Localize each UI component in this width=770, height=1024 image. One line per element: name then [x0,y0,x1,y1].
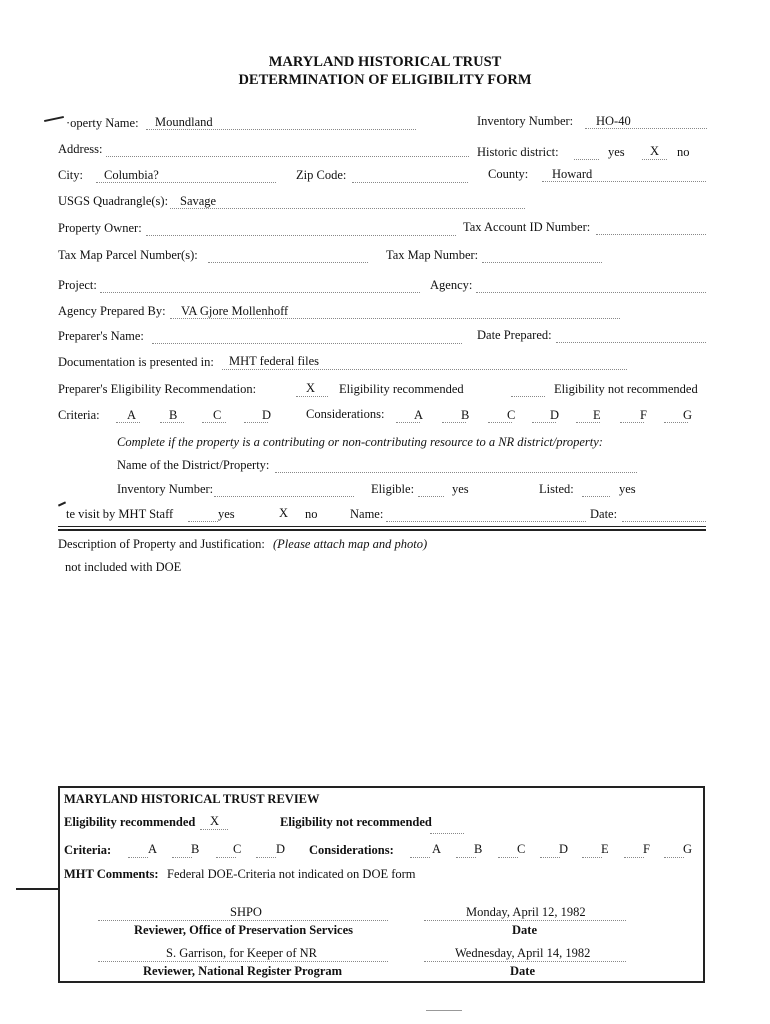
mht-comments-label: MHT Comments: [64,867,159,881]
agency-prepared-by-label: Agency Prepared By: [58,304,166,318]
tax-map-label: Tax Map Number: [386,248,479,262]
site-visit-name-label: Name: [350,507,384,521]
review-criteria-a-blank[interactable] [128,857,148,858]
site-visit-yes-blank[interactable] [188,521,218,522]
site-visit-label: te visit by MHT Staff [66,507,174,521]
review-not-recommended-blank[interactable] [430,833,464,834]
date2-label: Date [510,964,535,978]
agency-label: Agency: [430,278,473,292]
property-owner-label: Property Owner: [58,221,142,235]
county-label: County: [488,167,529,181]
district-name-field[interactable] [275,472,637,473]
review-criteria-a: A [148,842,158,856]
documentation-value: MHT federal files [229,354,320,368]
usgs-quadrangle-value: Savage [180,194,217,208]
form-title-line2: DETERMINATION OF ELIGIBILITY FORM [238,72,532,88]
site-visit-name-field[interactable] [386,521,586,522]
eligibility-not-recommended-blank[interactable] [511,396,545,397]
considerations-g-blank[interactable] [664,422,688,423]
review-considerations-d: D [559,842,569,856]
eligibility-recommended-blank[interactable] [296,396,328,397]
review-considerations-e-blank[interactable] [582,857,602,858]
review-criteria-b-blank[interactable] [172,857,192,858]
eligibility-not-recommended-label: Eligibility not recommended [554,382,698,396]
recommendation-mark[interactable]: X [306,381,316,395]
eligible-yes: yes [452,482,469,496]
agency-prepared-by-field[interactable] [170,318,620,319]
review-criteria-d-blank[interactable] [256,857,276,858]
property-owner-field[interactable] [146,235,456,236]
considerations-a-blank[interactable] [396,422,420,423]
scan-mark [44,116,64,122]
complete-note: Complete if the property is a contributing or non-contributing resource to a NR district/property: [117,435,603,449]
criteria-d-blank[interactable] [244,422,268,423]
tax-account-label: Tax Account ID Number: [463,220,591,234]
historic-district-no-blank[interactable] [642,159,667,160]
historic-district-mark[interactable]: X [650,144,660,158]
considerations-f-blank[interactable] [620,422,644,423]
review-considerations-c-blank[interactable] [498,857,518,858]
documentation-label: Documentation is presented in: [58,355,214,369]
eligible-label: Eligible: [371,482,415,496]
historic-district-yes: yes [608,145,625,159]
form-title-line1: MARYLAND HISTORICAL TRUST [268,54,502,70]
criteria-a: A [127,408,137,422]
zip-code-field[interactable] [352,182,468,183]
date1-label: Date [512,923,537,937]
date2-line[interactable] [424,961,626,962]
review-considerations-g-blank[interactable] [664,857,684,858]
review-considerations-a: A [432,842,442,856]
inventory-number2-label: Inventory Number: [117,482,214,496]
reviewer2-signature-line[interactable] [98,961,388,962]
address-field[interactable] [106,156,469,157]
review-considerations-label: Considerations: [309,843,394,857]
considerations-g: G [683,408,693,422]
review-eligibility-not-recommended-label: Eligibility not recommended [280,815,432,829]
review-criteria-d: D [276,842,286,856]
date-prepared-field[interactable] [556,342,706,343]
review-considerations-f-blank[interactable] [624,857,644,858]
review-criteria-c: C [233,842,242,856]
listed-yes: yes [619,482,636,496]
reviewer2-label: Reviewer, National Register Program [143,964,343,978]
tax-map-field[interactable] [482,262,602,263]
eligibility-recommended-label: Eligibility recommended [339,382,464,396]
criteria-c: C [213,408,222,422]
review-eligibility-recommended-label: Eligibility recommended [64,815,196,829]
date2-value: Wednesday, April 14, 1982 [455,946,591,960]
review-considerations-f: F [643,842,650,856]
date1-line[interactable] [424,920,626,921]
divider-rule-thick [58,529,706,531]
property-name-value: Moundland [155,115,213,129]
property-name-field[interactable] [146,129,416,130]
zip-code-label: Zip Code: [296,168,347,182]
preparer-name-label: Preparer's Name: [58,329,144,343]
site-visit-date-field[interactable] [622,521,706,522]
site-visit-mark[interactable]: X [279,506,289,520]
historic-district-label: Historic district: [477,145,559,159]
agency-prepared-by-value: VA Gjore Mollenhoff [181,304,289,318]
county-field[interactable] [542,181,706,182]
criteria-b-blank[interactable] [160,422,184,423]
eligible-blank[interactable] [418,496,444,497]
reviewer1-value: SHPO [230,905,262,919]
review-heading: MARYLAND HISTORICAL TRUST REVIEW [64,792,320,806]
preparer-name-field[interactable] [152,343,462,344]
review-criteria-label: Criteria: [64,843,112,857]
description-value: not included with DOE [65,560,182,574]
tax-parcel-label: Tax Map Parcel Number(s): [58,248,198,262]
tax-parcel-field[interactable] [208,262,368,263]
considerations-b-blank[interactable] [442,422,466,423]
review-eligibility-recommended-blank[interactable] [200,829,228,830]
considerations-e-blank[interactable] [576,422,600,423]
project-label: Project: [58,278,97,292]
review-eligibility-mark[interactable]: X [210,814,220,828]
site-visit-yes: yes [218,507,235,521]
review-considerations-c: C [517,842,526,856]
mht-comments-value: Federal DOE-Criteria not indicated on DOE form [167,867,416,881]
criteria-label: Criteria: [58,408,100,422]
listed-blank[interactable] [582,496,610,497]
review-considerations-d-blank[interactable] [540,857,560,858]
district-name-label: Name of the District/Property: [117,458,270,472]
tax-account-field[interactable] [596,234,706,235]
site-visit-no: no [305,507,318,521]
criteria-c-blank[interactable] [202,422,226,423]
date-prepared-label: Date Prepared: [477,328,552,342]
description-label: Description of Property and Justification: [58,537,265,551]
criteria-b: B [169,408,178,422]
considerations-d-blank[interactable] [532,422,556,423]
description-note: (Please attach map and photo) [273,537,428,551]
project-field[interactable] [100,292,420,293]
usgs-quadrangle-field[interactable] [170,208,525,209]
considerations-e: E [593,408,601,422]
divider-rule [58,526,706,527]
inventory-number-value: HO-40 [596,114,631,128]
property-name-label: ·operty Name: [66,116,139,130]
scan-mark-3 [16,888,60,890]
city-label: City: [58,168,84,182]
review-criteria-b: B [191,842,200,856]
review-considerations-e: E [601,842,609,856]
inventory-number-field[interactable] [585,128,707,129]
site-visit-date-label: Date: [590,507,618,521]
criteria-d: D [262,408,272,422]
considerations-b: B [461,408,470,422]
inventory-number-label: Inventory Number: [477,114,574,128]
historic-district-no: no [677,145,690,159]
scan-mark-2 [58,501,66,506]
considerations-label: Considerations: [306,407,385,421]
reviewer1-signature-line[interactable] [98,920,388,921]
review-considerations-b-blank[interactable] [456,857,476,858]
address-label: Address: [58,142,103,156]
review-criteria-c-blank[interactable] [216,857,236,858]
city-field[interactable] [96,182,276,183]
considerations-c: C [507,408,516,422]
agency-field[interactable] [476,292,706,293]
county-value: Howard [552,167,593,181]
criteria-a-blank[interactable] [116,422,140,423]
inventory-number2-field[interactable] [214,496,354,497]
considerations-d: D [550,408,560,422]
recommendation-label: Preparer's Eligibility Recommendation: [58,382,257,396]
scan-mark-4 [426,1010,462,1011]
considerations-a: A [414,408,424,422]
review-considerations-a-blank[interactable] [410,857,430,858]
date1-value: Monday, April 12, 1982 [466,905,586,919]
historic-district-yes-blank[interactable] [574,159,599,160]
review-considerations-b: B [474,842,483,856]
usgs-quadrangle-label: USGS Quadrangle(s): [58,194,169,208]
listed-label: Listed: [539,482,574,496]
review-considerations-g: G [683,842,693,856]
reviewer2-value: S. Garrison, for Keeper of NR [166,946,318,960]
city-value: Columbia? [104,168,159,182]
considerations-f: F [640,408,647,422]
documentation-field[interactable] [222,369,627,370]
reviewer1-label: Reviewer, Office of Preservation Services [134,923,354,937]
considerations-c-blank[interactable] [488,422,512,423]
